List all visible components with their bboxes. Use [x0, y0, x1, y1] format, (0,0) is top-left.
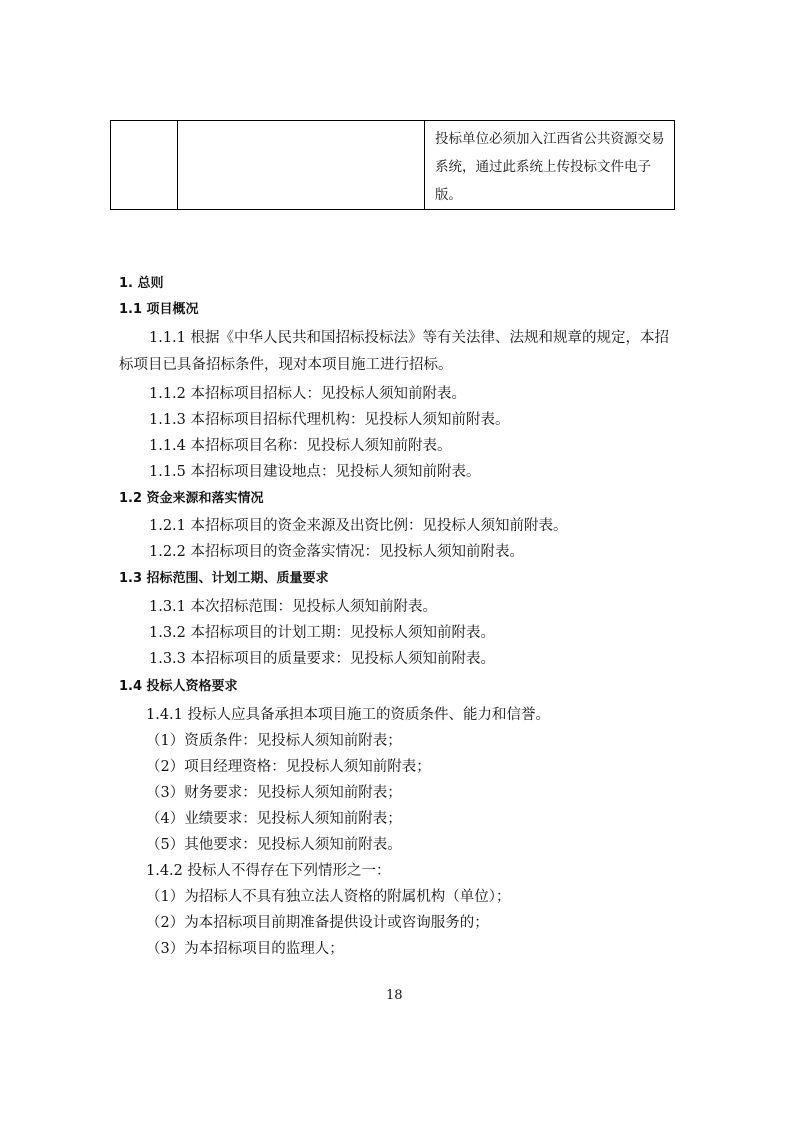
- section-heading-1-4: 1.4 投标人资格要求: [119, 679, 238, 694]
- table-cell: [111, 121, 178, 210]
- list-item: （3）为本招标项目的监理人；: [146, 941, 344, 957]
- table-cell-requirement: 投标单位必须加入江西省公共资源交易系统，通过此系统上传投标文件电子版。: [425, 121, 675, 210]
- table-cell: [178, 121, 425, 210]
- clause-1-1-4: 1.1.4 本招标项目名称：见投标人须知前附表。: [149, 438, 452, 454]
- section-heading-1-2: 1.2 资金来源和落实情况: [119, 491, 264, 506]
- list-item: （2）项目经理资格：见投标人须知前附表；: [146, 759, 431, 775]
- page-number: 18: [386, 988, 403, 1003]
- section-heading-1: 1. 总则: [119, 276, 164, 291]
- list-item: （1）为招标人不具有独立法人资格的附属机构（单位）；: [146, 889, 511, 905]
- clause-1-3-1: 1.3.1 本次招标范围：见投标人须知前附表。: [149, 599, 438, 615]
- list-item: （3）财务要求：见投标人须知前附表；: [146, 785, 402, 801]
- table-row: [111, 121, 675, 210]
- list-item: （2）为本招标项目前期准备提供设计或咨询服务的；: [146, 915, 489, 931]
- clause-1-1-5: 1.1.5 本招标项目建设地点：见投标人须知前附表。: [149, 464, 481, 480]
- clause-1-1-2: 1.1.2 本招标项目招标人：见投标人须知前附表。: [149, 386, 467, 402]
- clause-1-1-1: 1.1.1 根据《中华人民共和国招标投标法》等有关法律、法规和规章的规定，本招标项目已具备招标条件，现对本项目施工进行招标。: [119, 330, 670, 373]
- section-heading-1-1: 1.1 项目概况: [119, 302, 199, 317]
- list-item: （4）业绩要求：见投标人须知前附表；: [146, 811, 402, 827]
- clause-1-2-1: 1.2.1 本招标项目的资金来源及出资比例：见投标人须知前附表。: [149, 518, 568, 534]
- clause-1-4-1: 1.4.1 投标人应具备承担本项目施工的资质条件、能力和信誉。: [146, 707, 551, 723]
- clause-1-3-2: 1.3.2 本招标项目的计划工期：见投标人须知前附表。: [149, 625, 496, 641]
- clause-1-4-2: 1.4.2 投标人不得存在下列情形之一：: [146, 863, 391, 879]
- list-item: （5）其他要求：见投标人须知前附表。: [146, 837, 402, 853]
- clause-1-2-2: 1.2.2 本招标项目的资金落实情况：见投标人须知前附表。: [149, 544, 525, 560]
- continued-table: [110, 120, 675, 210]
- clause-1-1-3: 1.1.3 本招标项目招标代理机构：见投标人须知前附表。: [149, 412, 510, 428]
- list-item: （1）资质条件：见投标人须知前附表；: [146, 733, 402, 749]
- clause-1-3-3: 1.3.3 本招标项目的质量要求：见投标人须知前附表。: [149, 651, 496, 667]
- section-heading-1-3: 1.3 招标范围、计划工期、质量要求: [119, 571, 329, 586]
